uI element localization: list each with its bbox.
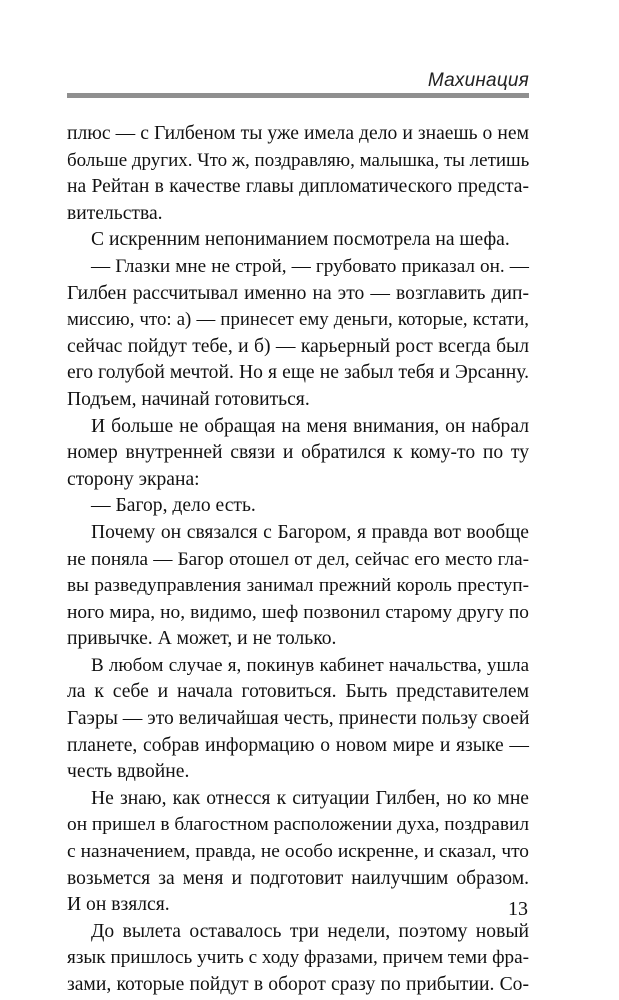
text-line: До вылета оставалось три недели, поэтому новый xyxy=(91,920,529,942)
page-body xyxy=(67,121,529,999)
text-line: вы разведуправления занимал прежний король преступ- xyxy=(67,575,529,597)
text-line: больше других. Что ж, поздравляю, малышка, ты летишь xyxy=(67,149,530,171)
text-line: зами, которые пойдут в оборот сразу по прибытии. Со- xyxy=(67,974,529,995)
running-header xyxy=(67,70,529,100)
text-line: — Глазки мне не строй, — грубовато приказал он. — xyxy=(91,255,529,277)
text-line: возьмется за меня и подготовит наилучшим образом. xyxy=(67,867,529,889)
text-line: Гилбен рассчитывал именно на это — возглавить дип- xyxy=(67,282,529,304)
text-line: И больше не обращая на меня внимания, он набрал xyxy=(91,415,529,437)
text-line: сейчас пойдут тебе, и б) — карьерный рост всегда был xyxy=(67,335,529,357)
text-line: миссию, что: а) — принесет ему деньги, которые, кстати, xyxy=(67,309,529,331)
text-line: Не знаю, как отнесся к ситуации Гилбен, но ко мне xyxy=(91,787,529,809)
text-line: номер внутренней связи и обратился к кому-то по ту xyxy=(67,442,529,464)
text-line: — Багор, дело есть. xyxy=(91,495,256,517)
text-line: честь вдвойне. xyxy=(67,761,190,783)
text-line: С искренним непониманием посмотрела на шефа. xyxy=(91,229,510,251)
running-header-title: Махинация xyxy=(427,70,529,91)
text-line: он пришел в благостном расположении духа, поздравил xyxy=(67,814,530,836)
text-line: Гаэры — это величайшая честь, принести пользу своей xyxy=(67,708,530,730)
text-line: привычке. А может, и не только. xyxy=(67,628,337,650)
text-line: не поняла — Багор отошел от дел, сейчас его место гла- xyxy=(67,548,529,570)
text-line: на Рейтан в качестве главы дипломатического предста- xyxy=(67,176,529,198)
text-line: сторону экрана: xyxy=(67,468,200,490)
text-line: его голубой мечтой. Но я еще не забыл тебя и Эрсанну. xyxy=(67,362,529,384)
text-line: ла к себе и начала готовиться. Быть представителем xyxy=(67,681,529,703)
text-line: И он взялся. xyxy=(67,894,170,916)
page-number: 13 xyxy=(508,898,528,920)
text-line: ного мира, но, видимо, шеф позвонил старому другу по xyxy=(67,601,529,623)
header-rule xyxy=(67,93,529,98)
text-line: плюс — с Гилбеном ты уже имела дело и знаешь о нем xyxy=(67,123,529,144)
text-line: планете, собрав информацию о новом мире и языке — xyxy=(67,734,529,756)
text-line: с назначением, правда, не особо искренне, и сказал, что xyxy=(67,841,529,863)
text-line: вительства. xyxy=(67,202,163,224)
text-line: Подъем, начинай готовиться. xyxy=(67,388,310,410)
text-line: Почему он связался с Багором, я правда вот вообще xyxy=(91,521,529,543)
text-line: В любом случае я, покинув кабинет начальства, ушла xyxy=(91,654,529,676)
text-line: язык пришлось учить с ходу фразами, причем теми фра- xyxy=(67,947,529,969)
